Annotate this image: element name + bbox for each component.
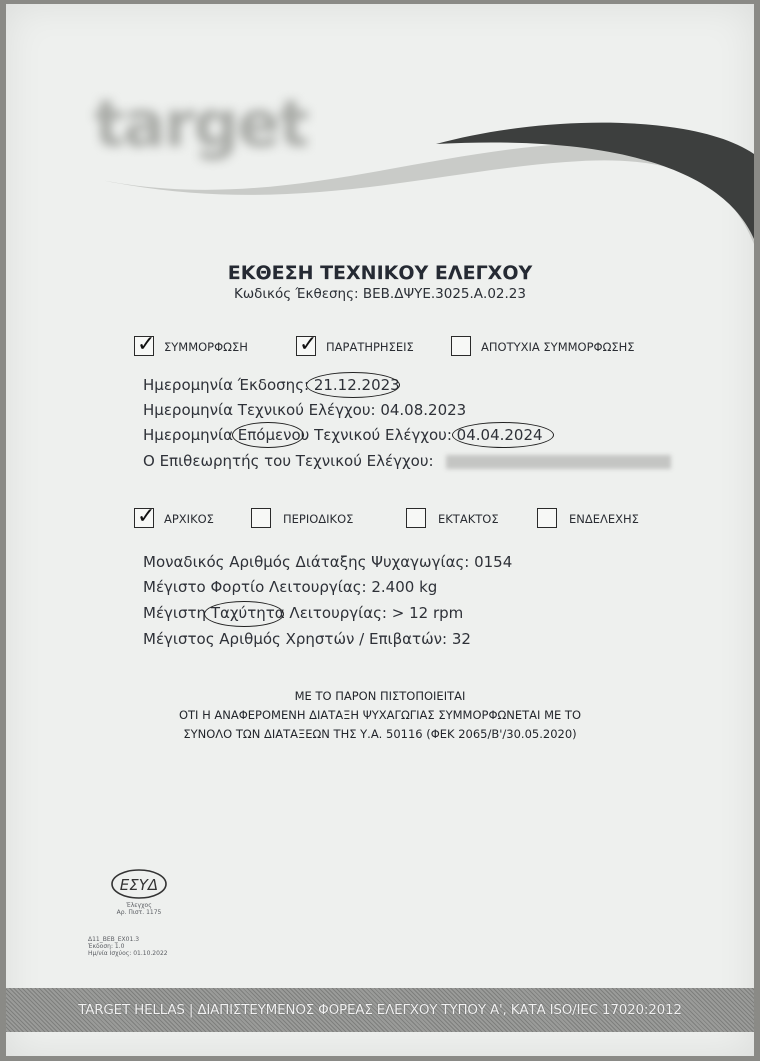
meta-line: Ημ/νία Ισχύος: 01.10.2022 — [88, 950, 168, 957]
meta-line: Δ11_ΒΕΒ_ΕΧ01.3 — [88, 936, 140, 943]
meta-line: Έκδοση: 1.0 — [88, 943, 125, 950]
svg-text:ΕΣΥΔ: ΕΣΥΔ — [119, 876, 159, 894]
company-logo: target — [94, 88, 308, 162]
inspection-date-label: Ημερομηνία Τεχνικού Ελέγχου: — [143, 401, 381, 419]
decorative-swoosh — [6, 4, 754, 264]
seal-caption-1: Έλεγχος — [126, 902, 152, 909]
label-periodic: ΠΕΡΙΟΔΙΚΟΣ — [283, 512, 354, 526]
check-icon: ✓ — [137, 504, 156, 529]
inspector-label: Ο Επιθεωρητής του Τεχνικού Ελέγχου: — [143, 452, 439, 470]
checkbox-continuous[interactable] — [537, 508, 557, 528]
ink-circle — [306, 372, 400, 398]
next-inspection-value: 04.04.2024 — [456, 426, 543, 444]
issue-date-value: 21.12.2023 — [313, 376, 400, 394]
document-meta — [88, 936, 168, 957]
checkbox-compliance[interactable] — [134, 332, 156, 357]
label-noncompliance: ΑΠΟΤΥΧΙΑ ΣΥΜΜΟΡΦΩΣΗΣ — [481, 340, 635, 354]
label-observations: ΠΑΡΑΤΗΡΗΣΕΙΣ — [326, 340, 414, 354]
footer-banner: TARGET HELLAS | ΔΙΑΠΙΣΤΕΥΜΕΝΟΣ ΦΟΡΕΑΣ ΕΛΕΓΧΟΥ ΤΥΠΟΥ Α', ΚΑΤΑ ISO/IEC 17020:2012 — [6, 988, 754, 1032]
next-inspection-label: Ημερομηνία Επόμενου Τεχνικού Ελέγχου: — [143, 426, 457, 444]
checkbox-periodic[interactable] — [251, 508, 271, 528]
check-icon: ✓ — [299, 332, 318, 357]
seal-caption-2: Αρ. Πιστ. 1175 — [116, 909, 162, 916]
max-load-line: Μέγιστο Φορτίο Λειτουργίας: 2.400 kg — [143, 578, 438, 596]
checkbox-noncompliance[interactable] — [451, 336, 471, 356]
inspection-date-line — [143, 401, 466, 419]
certification-line-2: ΟΤΙ Η ΑΝΑΦΕΡΟΜΕΝΗ ΔΙΑΤΑΞΗ ΨΥΧΑΓΩΓΙΑΣ ΣΥΜΜΟΡΦΩΝΕΤΑΙ ΜΕ ΤΟ — [178, 708, 582, 722]
check-icon: ✓ — [137, 332, 156, 357]
checkbox-extraordinary[interactable] — [406, 508, 426, 528]
inspector-line — [143, 452, 671, 470]
max-users-line: Μέγιστος Αριθμός Χρηστών / Επιβατών: 32 — [143, 630, 471, 648]
ink-circle — [232, 422, 304, 448]
checkbox-initial[interactable] — [134, 504, 156, 529]
inspection-date-value: 04.08.2023 — [380, 401, 467, 419]
esyd-seal-icon — [110, 868, 168, 900]
label-initial: ΑΡΧΙΚΟΣ — [164, 512, 214, 526]
certification-line-1: ΜΕ ΤΟ ΠΑΡΟΝ ΠΙΣΤΟΠΟΙΕΙΤΑΙ — [294, 689, 466, 703]
report-title: ΕΚΘΕΣΗ ΤΕΧΝΙΚΟΥ ΕΛΕΓΧΟΥ — [227, 262, 533, 284]
report-page — [6, 4, 754, 1056]
ink-circle — [204, 601, 284, 627]
certification-line-3: ΣΥΝΟΛΟ ΤΩΝ ΔΙΑΤΑΞΕΩΝ ΤΗΣ Υ.Α. 50116 (ΦΕΚ 2065/Β'/30.05.2020) — [183, 727, 577, 741]
label-continuous: ΕΝΔΕΛΕΧΗΣ — [569, 512, 639, 526]
max-speed-line: Μέγιστη Ταχύτητα Λειτουργίας: > 12 rpm — [143, 604, 464, 622]
issue-date-label: Ημερομηνία Έκδοσης: — [143, 376, 314, 394]
report-code: Κωδικός Έκθεσης: ΒΕΒ.ΔΨΥΕ.3025.Α.02.23 — [234, 286, 526, 302]
label-extraordinary: ΕΚΤΑΚΤΟΣ — [438, 512, 499, 526]
checkbox-observations[interactable] — [296, 332, 318, 357]
ink-circle — [452, 422, 554, 448]
label-compliance: ΣΥΜΜΟΡΦΩΣΗ — [164, 340, 248, 354]
accreditation-note — [104, 902, 174, 916]
device-number-line: Μοναδικός Αριθμός Διάταξης Ψυχαγωγίας: 0154 — [143, 553, 513, 571]
redacted-inspector-name — [446, 455, 671, 469]
